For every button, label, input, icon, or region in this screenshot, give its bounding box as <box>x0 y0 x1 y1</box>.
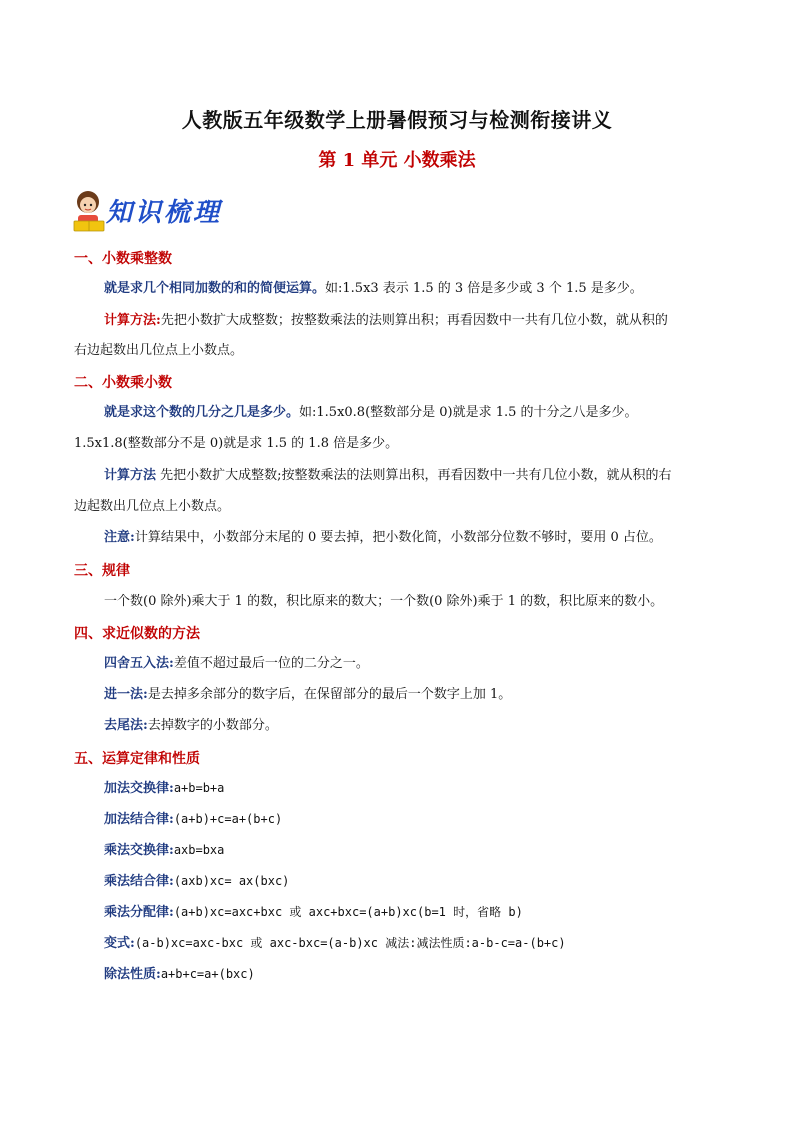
document-title: 人教版五年级数学上册暑假预习与检测衔接讲义 <box>181 108 613 132</box>
section-heading-1: 一、小数乘整数 <box>74 251 172 267</box>
law-item <box>104 804 724 835</box>
law-item <box>104 928 724 959</box>
paragraph: 1.5x1.8(整数部分不是 0)就是求 1.5 的 1.8 倍是多少。 <box>74 436 399 451</box>
law-item <box>104 959 724 990</box>
paragraph <box>104 710 724 741</box>
text: 差值不超过最后一位的二分之一。 <box>173 656 369 671</box>
bold-text: 就是求几个相同加数的和的简便运算。 <box>104 281 326 296</box>
law-item <box>104 773 724 804</box>
section-heading-5: 五、运算定律和性质 <box>74 751 200 767</box>
law-label: 乘法交换律: <box>104 843 174 858</box>
paragraph <box>104 648 724 679</box>
paragraph <box>104 522 724 553</box>
paragraph: 边起数出几位点上小数点。 <box>74 499 231 514</box>
paragraph <box>104 273 724 304</box>
paragraph <box>104 460 724 491</box>
label-text: 去尾法: <box>104 718 148 733</box>
law-label: 除法性质: <box>104 967 161 982</box>
label-text: 进一法: <box>104 687 148 702</box>
law-formula: axb=bxa <box>173 843 225 857</box>
section-heading-4: 四、求近似数的方法 <box>74 626 200 642</box>
section-heading-2: 二、小数乘小数 <box>74 375 172 391</box>
law-item <box>104 866 724 897</box>
text: 先把小数扩大成整数;按整数乘法的法则算出积，再看因数中一共有几位小数，就从积的右 <box>156 468 672 483</box>
label-text: 注意: <box>104 530 135 545</box>
text: 先把小数扩大成整数；按整数乘法的法则算出积；再看因数中一共有几位小数，就从积的 <box>160 313 668 328</box>
reading-girl-icon <box>70 188 110 236</box>
text: 去掉数字的小数部分。 <box>147 718 278 733</box>
law-item <box>104 897 724 928</box>
unit-title: 第 1 单元 小数乘法 <box>318 150 476 171</box>
law-formula: (a+b)xc=axc+bxc 或 axc+bxc=(a+b)xc(b=1 时，省略 b) <box>173 905 523 919</box>
banner-text: 知识梳理 <box>106 198 223 228</box>
text: 是去掉多余部分的数字后，在保留部分的最后一个数字上加 1。 <box>147 687 512 702</box>
law-label: 乘法分配律: <box>104 905 174 920</box>
knowledge-banner <box>70 188 270 236</box>
law-formula: a+b=b+a <box>173 781 225 795</box>
paragraph: 右边起数出几位点上小数点。 <box>74 343 244 358</box>
label-text: 计算方法 <box>104 468 157 483</box>
paragraph <box>104 397 724 428</box>
law-label: 加法交换律: <box>104 781 174 796</box>
label-text: 四舍五入法: <box>104 656 174 671</box>
label-text: 计算方法: <box>104 313 161 328</box>
paragraph <box>104 305 724 336</box>
law-item <box>104 835 724 866</box>
law-formula: (a-b)xc=axc-bxc 或 axc-bxc=(a-b)xc 减法:减法性质:a-b-c=a-(b+c) <box>134 936 566 950</box>
law-formula: (axb)xc= ax(bxc) <box>173 874 290 888</box>
text: 如:1.5x3 表示 1.5 的 3 倍是多少或 3 个 1.5 是多少。 <box>325 281 643 296</box>
law-label: 乘法结合律: <box>104 874 174 889</box>
paragraph <box>104 679 724 710</box>
paragraph: 一个数(0 除外)乘大于 1 的数，积比原来的数大；一个数(0 除外)乘于 1 的数，积比原来的数小。 <box>104 594 664 609</box>
text: 如:1.5x0.8(整数部分是 0)就是求 1.5 的十分之八是多少。 <box>299 405 638 420</box>
law-formula: (a+b)+c=a+(b+c) <box>173 812 283 826</box>
text: 计算结果中，小数部分末尾的 0 要去掉，把小数化简，小数部分位数不够时，要用 0 占位。 <box>134 530 662 545</box>
bold-text: 就是求这个数的几分之几是多少。 <box>104 405 300 420</box>
law-label: 加法结合律: <box>104 812 174 827</box>
section-heading-3: 三、规律 <box>74 563 130 579</box>
law-formula: a+b+c=a+(bxc) <box>160 967 255 981</box>
law-label: 变式: <box>104 936 135 951</box>
